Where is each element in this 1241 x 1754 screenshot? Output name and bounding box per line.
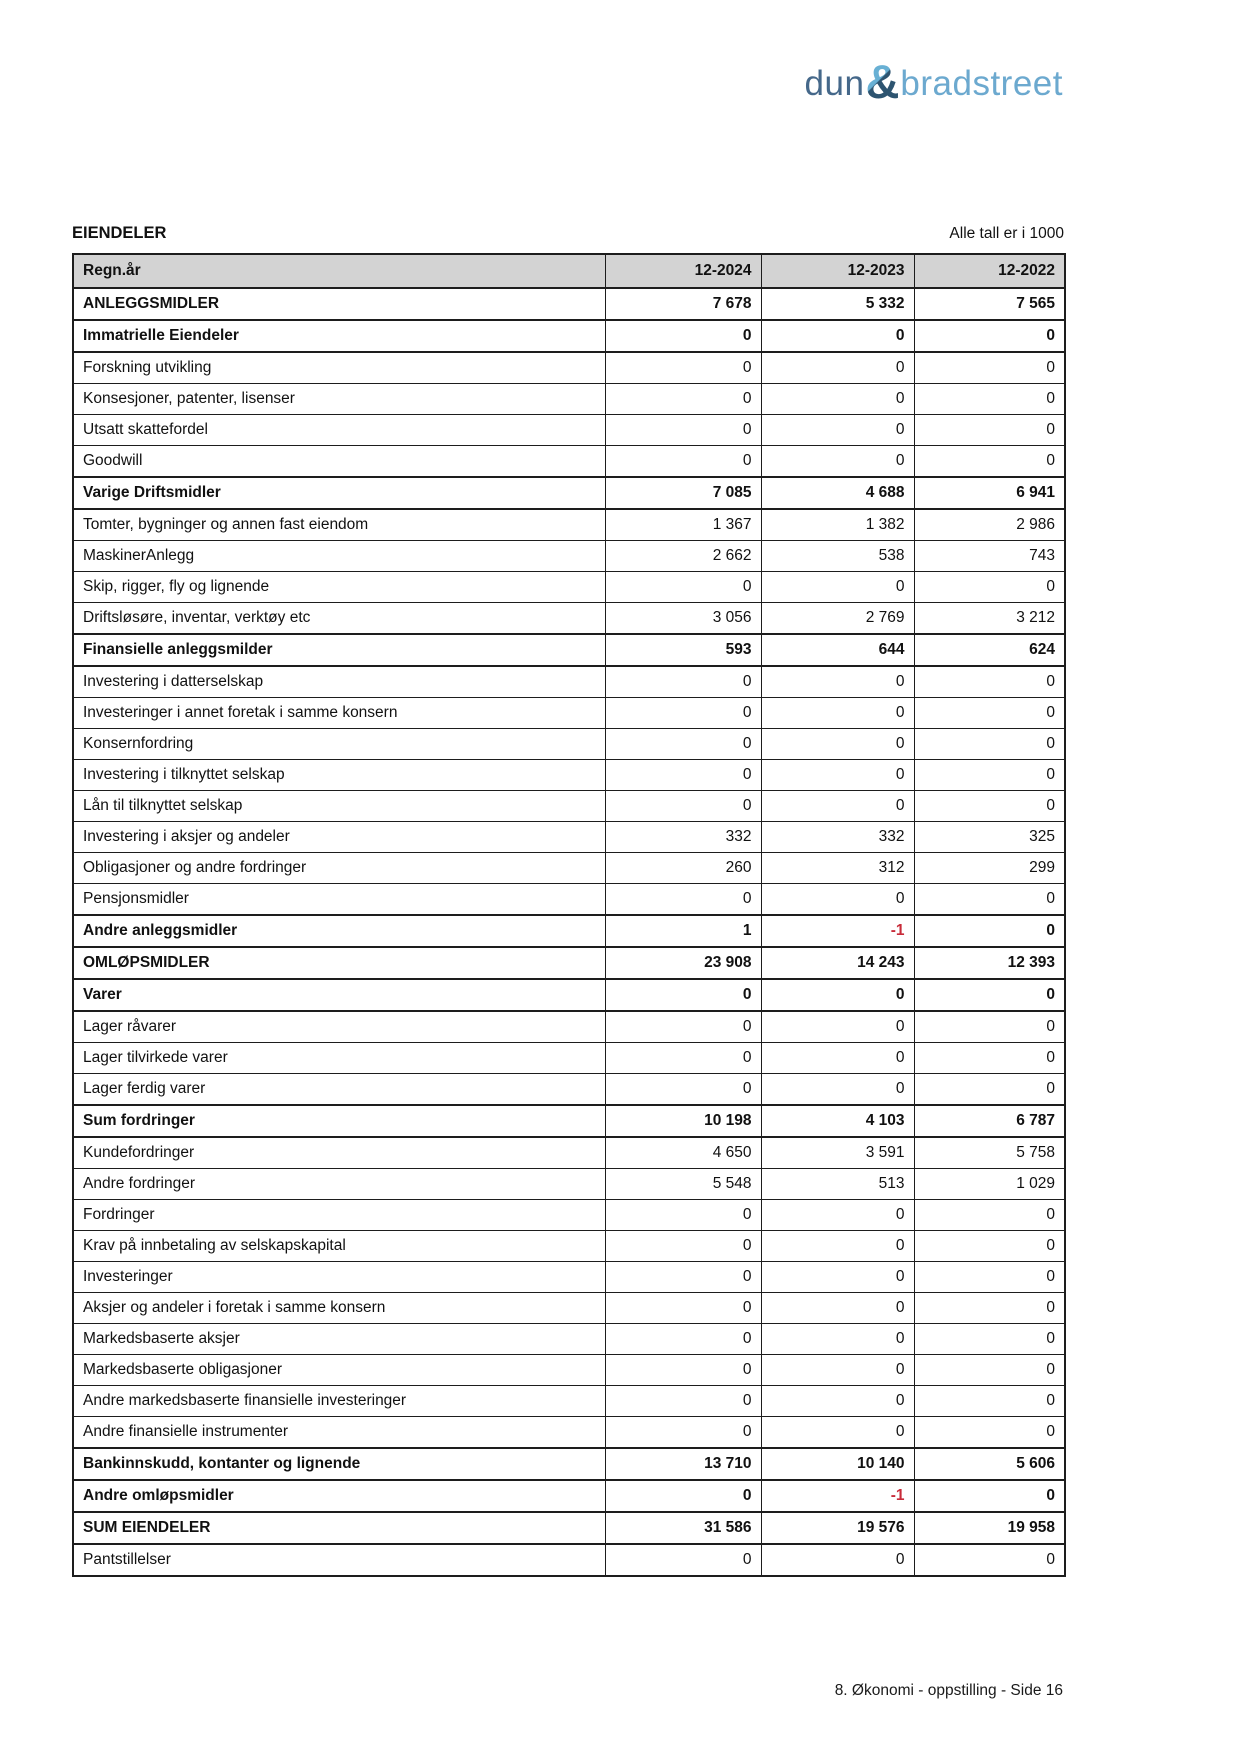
cell-value: 644	[761, 634, 914, 666]
row-label: Finansielle anleggsmilder	[73, 634, 605, 666]
cell-value: 6 787	[914, 1105, 1065, 1137]
row-label: Skip, rigger, fly og lignende	[73, 572, 605, 603]
cell-value: 624	[914, 634, 1065, 666]
cell-value: 299	[914, 853, 1065, 884]
cell-value: -1	[761, 1480, 914, 1512]
cell-value: 4 650	[605, 1137, 761, 1169]
cell-value: 0	[761, 1231, 914, 1262]
financial-table	[72, 253, 1066, 1577]
cell-value: 0	[605, 1200, 761, 1231]
cell-value: 0	[914, 352, 1065, 384]
row-label: Markedsbaserte obligasjoner	[73, 1355, 605, 1386]
table-row	[73, 1011, 1065, 1043]
cell-value: 5 606	[914, 1448, 1065, 1480]
row-label: Markedsbaserte aksjer	[73, 1324, 605, 1355]
cell-value: 0	[605, 352, 761, 384]
row-label: Andre finansielle instrumenter	[73, 1417, 605, 1449]
cell-value: 0	[605, 1480, 761, 1512]
row-label: Investering i datterselskap	[73, 666, 605, 698]
row-label: ANLEGGSMIDLER	[73, 288, 605, 320]
table-row	[73, 477, 1065, 509]
cell-value: 0	[605, 384, 761, 415]
cell-value: 0	[761, 1011, 914, 1043]
row-label: Investering i tilknyttet selskap	[73, 760, 605, 791]
cell-value: 7 085	[605, 477, 761, 509]
cell-value: 1 367	[605, 509, 761, 541]
cell-value: 0	[914, 698, 1065, 729]
cell-value: 19 576	[761, 1512, 914, 1544]
cell-value: 0	[761, 384, 914, 415]
cell-value: 7 678	[605, 288, 761, 320]
row-label: Obligasjoner og andre fordringer	[73, 853, 605, 884]
cell-value: 0	[605, 572, 761, 603]
cell-value: 0	[914, 1544, 1065, 1576]
cell-value: 31 586	[605, 1512, 761, 1544]
cell-value: 0	[914, 1231, 1065, 1262]
row-label: Pensjonsmidler	[73, 884, 605, 916]
row-label: Andre anleggsmidler	[73, 915, 605, 947]
table-row	[73, 979, 1065, 1011]
cell-value: 325	[914, 822, 1065, 853]
cell-value: 0	[761, 729, 914, 760]
cell-value: 0	[605, 1043, 761, 1074]
cell-value: 0	[605, 1417, 761, 1449]
cell-value: 0	[605, 1355, 761, 1386]
cell-value: 0	[914, 320, 1065, 352]
cell-value: 0	[605, 1293, 761, 1324]
cell-value: 0	[605, 1544, 761, 1576]
table-row	[73, 603, 1065, 635]
cell-value: 0	[914, 1011, 1065, 1043]
cell-value: 2 769	[761, 603, 914, 635]
cell-value: 0	[761, 1386, 914, 1417]
cell-value: 0	[605, 446, 761, 478]
table-row	[73, 853, 1065, 884]
cell-value: 0	[914, 979, 1065, 1011]
cell-value: 0	[914, 1293, 1065, 1324]
cell-value: 0	[914, 1262, 1065, 1293]
row-label: Tomter, bygninger og annen fast eiendom	[73, 509, 605, 541]
page-title: EIENDELER	[72, 224, 167, 242]
cell-value: 0	[605, 1231, 761, 1262]
table-row	[73, 1512, 1065, 1544]
cell-value: 0	[914, 1386, 1065, 1417]
cell-value: 0	[761, 1200, 914, 1231]
row-label: Andre markedsbaserte finansielle investeringer	[73, 1386, 605, 1417]
cell-value: 0	[605, 1262, 761, 1293]
table-row	[73, 1043, 1065, 1074]
row-label: Utsatt skattefordel	[73, 415, 605, 446]
cell-value: 0	[914, 1074, 1065, 1106]
table-row	[73, 1105, 1065, 1137]
table-row	[73, 415, 1065, 446]
row-label: Varer	[73, 979, 605, 1011]
table-row	[73, 947, 1065, 979]
table-row	[73, 384, 1065, 415]
row-label: Varige Driftsmidler	[73, 477, 605, 509]
table-row	[73, 1231, 1065, 1262]
cell-value: 0	[761, 1544, 914, 1576]
cell-value: 0	[914, 572, 1065, 603]
table-row	[73, 1480, 1065, 1512]
cell-value: 0	[914, 791, 1065, 822]
cell-value: 13 710	[605, 1448, 761, 1480]
page-footer: 8. Økonomi - oppstilling - Side 16	[834, 1682, 1063, 1699]
cell-value: 0	[605, 760, 761, 791]
cell-value: 0	[914, 1200, 1065, 1231]
dun-bradstreet-logo	[804, 55, 1063, 108]
cell-value: 0	[605, 698, 761, 729]
ampersand-icon: &	[865, 55, 900, 108]
cell-value: 743	[914, 541, 1065, 572]
row-label: Pantstillelser	[73, 1544, 605, 1576]
table-row	[73, 1417, 1065, 1449]
row-label: Kundefordringer	[73, 1137, 605, 1169]
table-row	[73, 1544, 1065, 1576]
cell-value: 4 688	[761, 477, 914, 509]
cell-value: 0	[914, 915, 1065, 947]
table-row	[73, 1137, 1065, 1169]
cell-value: 3 056	[605, 603, 761, 635]
cell-value: 0	[914, 446, 1065, 478]
table-row	[73, 729, 1065, 760]
table-row	[73, 884, 1065, 916]
row-label: Investeringer i annet foretak i samme konsern	[73, 698, 605, 729]
cell-value: 12 393	[914, 947, 1065, 979]
logo-text-bradstreet: bradstreet	[900, 63, 1063, 103]
row-label: Forskning utvikling	[73, 352, 605, 384]
row-label: Konsernfordring	[73, 729, 605, 760]
cell-value: 513	[761, 1169, 914, 1200]
cell-value: 1 382	[761, 509, 914, 541]
table-row	[73, 822, 1065, 853]
table-row	[73, 1448, 1065, 1480]
table-header-row	[73, 254, 1065, 288]
cell-value: 0	[605, 979, 761, 1011]
cell-value: 0	[761, 572, 914, 603]
table-row	[73, 572, 1065, 603]
header-year-2022: 12-2022	[914, 254, 1065, 288]
table-row	[73, 1262, 1065, 1293]
table-row	[73, 1355, 1065, 1386]
cell-value: 10 140	[761, 1448, 914, 1480]
cell-value: 3 212	[914, 603, 1065, 635]
table-row	[73, 1074, 1065, 1106]
table-row	[73, 541, 1065, 572]
cell-value: 5 332	[761, 288, 914, 320]
cell-value: 0	[761, 320, 914, 352]
row-label: Lager ferdig varer	[73, 1074, 605, 1106]
row-label: Lager tilvirkede varer	[73, 1043, 605, 1074]
table-body	[73, 288, 1065, 1576]
table-row	[73, 1169, 1065, 1200]
header-year-2023: 12-2023	[761, 254, 914, 288]
table-row	[73, 698, 1065, 729]
cell-value: 0	[761, 352, 914, 384]
table-row	[73, 1386, 1065, 1417]
cell-value: 0	[914, 760, 1065, 791]
cell-value: 332	[761, 822, 914, 853]
cell-value: 0	[761, 791, 914, 822]
cell-value: 2 986	[914, 509, 1065, 541]
table-row	[73, 288, 1065, 320]
row-label: Konsesjoner, patenter, lisenser	[73, 384, 605, 415]
cell-value: 0	[761, 1262, 914, 1293]
cell-value: 260	[605, 853, 761, 884]
cell-value: 0	[761, 698, 914, 729]
cell-value: 1	[605, 915, 761, 947]
row-label: Fordringer	[73, 1200, 605, 1231]
table-row	[73, 760, 1065, 791]
units-note: Alle tall er i 1000	[949, 225, 1064, 242]
cell-value: 0	[761, 666, 914, 698]
cell-value: 0	[914, 1324, 1065, 1355]
row-label: Lån til tilknyttet selskap	[73, 791, 605, 822]
cell-value: 0	[914, 1043, 1065, 1074]
cell-value: 0	[914, 729, 1065, 760]
cell-value: 0	[761, 884, 914, 916]
cell-value: 538	[761, 541, 914, 572]
cell-value: -1	[761, 915, 914, 947]
table-row	[73, 1324, 1065, 1355]
cell-value: 0	[761, 446, 914, 478]
cell-value: 0	[605, 1324, 761, 1355]
row-label: Krav på innbetaling av selskapskapital	[73, 1231, 605, 1262]
table-row	[73, 1293, 1065, 1324]
row-label: Lager råvarer	[73, 1011, 605, 1043]
row-label: OMLØPSMIDLER	[73, 947, 605, 979]
cell-value: 0	[914, 1417, 1065, 1449]
cell-value: 0	[761, 1043, 914, 1074]
table-row	[73, 791, 1065, 822]
cell-value: 0	[761, 1074, 914, 1106]
header-regnar: Regn.år	[73, 254, 605, 288]
cell-value: 0	[761, 1417, 914, 1449]
cell-value: 14 243	[761, 947, 914, 979]
cell-value: 0	[914, 884, 1065, 916]
cell-value: 0	[761, 979, 914, 1011]
cell-value: 0	[605, 791, 761, 822]
cell-value: 0	[605, 884, 761, 916]
cell-value: 0	[605, 415, 761, 446]
row-label: Andre omløpsmidler	[73, 1480, 605, 1512]
cell-value: 0	[914, 1355, 1065, 1386]
table-row	[73, 352, 1065, 384]
row-label: Sum fordringer	[73, 1105, 605, 1137]
table-row	[73, 446, 1065, 478]
logo-text-dun: dun	[804, 63, 865, 103]
cell-value: 593	[605, 634, 761, 666]
cell-value: 0	[914, 666, 1065, 698]
cell-value: 7 565	[914, 288, 1065, 320]
cell-value: 312	[761, 853, 914, 884]
cell-value: 0	[605, 729, 761, 760]
row-label: Driftsløsøre, inventar, verktøy etc	[73, 603, 605, 635]
row-label: Investeringer	[73, 1262, 605, 1293]
table-row	[73, 666, 1065, 698]
row-label: Goodwill	[73, 446, 605, 478]
cell-value: 0	[761, 760, 914, 791]
row-label: MaskinerAnlegg	[73, 541, 605, 572]
cell-value: 0	[605, 320, 761, 352]
cell-value: 10 198	[605, 1105, 761, 1137]
cell-value: 5 758	[914, 1137, 1065, 1169]
title-row	[72, 224, 1064, 243]
header-year-2024: 12-2024	[605, 254, 761, 288]
cell-value: 5 548	[605, 1169, 761, 1200]
cell-value: 0	[605, 1011, 761, 1043]
cell-value: 332	[605, 822, 761, 853]
cell-value: 0	[914, 1480, 1065, 1512]
table-row	[73, 320, 1065, 352]
cell-value: 0	[914, 384, 1065, 415]
row-label: Bankinnskudd, kontanter og lignende	[73, 1448, 605, 1480]
cell-value: 0	[605, 1074, 761, 1106]
cell-value: 0	[605, 1386, 761, 1417]
cell-value: 0	[914, 415, 1065, 446]
cell-value: 6 941	[914, 477, 1065, 509]
cell-value: 19 958	[914, 1512, 1065, 1544]
cell-value: 0	[605, 666, 761, 698]
cell-value: 0	[761, 1355, 914, 1386]
row-label: Aksjer og andeler i foretak i samme konsern	[73, 1293, 605, 1324]
table-row	[73, 915, 1065, 947]
row-label: Andre fordringer	[73, 1169, 605, 1200]
row-label: Immatrielle Eiendeler	[73, 320, 605, 352]
table-row	[73, 1200, 1065, 1231]
cell-value: 0	[761, 1324, 914, 1355]
cell-value: 0	[761, 1293, 914, 1324]
row-label: SUM EIENDELER	[73, 1512, 605, 1544]
cell-value: 0	[761, 415, 914, 446]
cell-value: 23 908	[605, 947, 761, 979]
table-row	[73, 634, 1065, 666]
row-label: Investering i aksjer og andeler	[73, 822, 605, 853]
table-row	[73, 509, 1065, 541]
cell-value: 1 029	[914, 1169, 1065, 1200]
cell-value: 3 591	[761, 1137, 914, 1169]
cell-value: 4 103	[761, 1105, 914, 1137]
cell-value: 2 662	[605, 541, 761, 572]
